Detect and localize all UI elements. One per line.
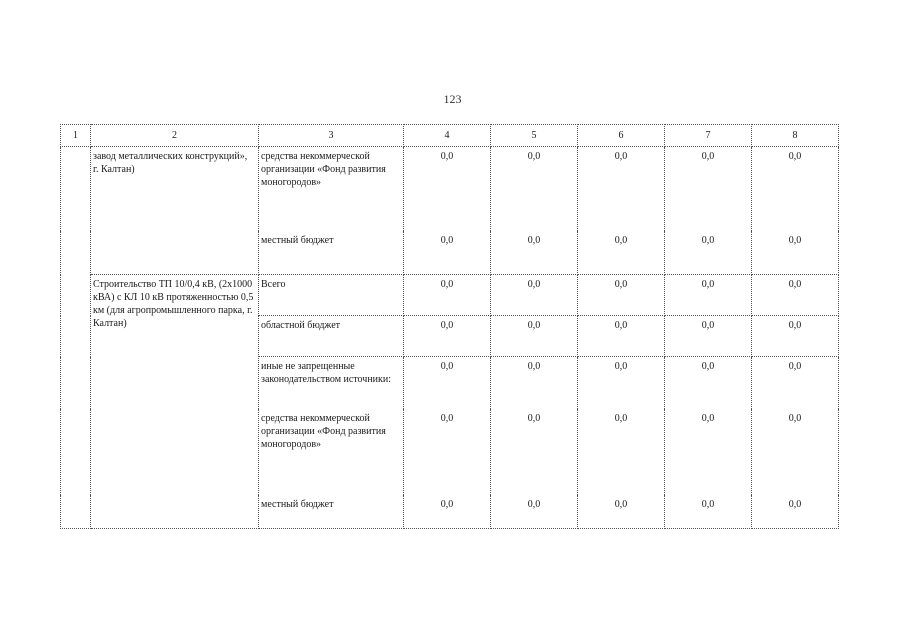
value-cell: 0,0 bbox=[404, 409, 491, 495]
value-cell: 0,0 bbox=[578, 231, 665, 275]
value-cell: 0,0 bbox=[578, 275, 665, 316]
value-cell: 0,0 bbox=[665, 316, 752, 357]
header-cell-5: 5 bbox=[491, 125, 578, 147]
value-cell: 0,0 bbox=[404, 275, 491, 316]
value-cell: 0,0 bbox=[578, 357, 665, 409]
funding-source: иные не запрещенные законодательством источники: bbox=[259, 357, 404, 409]
value-cell: 0,0 bbox=[491, 409, 578, 495]
value-cell: 0,0 bbox=[752, 357, 839, 409]
value-cell: 0,0 bbox=[665, 357, 752, 409]
object-name: завод металлических конструкций», г. Калтан) bbox=[93, 151, 248, 175]
header-cell-6: 6 bbox=[578, 125, 665, 147]
value-cell: 0,0 bbox=[752, 495, 839, 529]
header-cell-8: 8 bbox=[752, 125, 839, 147]
value-cell: 0,0 bbox=[491, 231, 578, 275]
funding-source: местный бюджет bbox=[259, 231, 404, 275]
header-row bbox=[61, 125, 839, 147]
header-cell-2: 2 bbox=[91, 125, 259, 147]
value-cell: 0,0 bbox=[491, 275, 578, 316]
funding-source: средства некоммерческой организации «Фонд развития моногородов» bbox=[259, 409, 404, 495]
value-cell: 0,0 bbox=[404, 231, 491, 275]
value-cell: 0,0 bbox=[578, 495, 665, 529]
header-cell-3: 3 bbox=[259, 125, 404, 147]
value-cell: 0,0 bbox=[752, 316, 839, 357]
value-cell: 0,0 bbox=[665, 231, 752, 275]
index-cell bbox=[61, 147, 91, 529]
value-cell: 0,0 bbox=[404, 495, 491, 529]
value-cell: 0,0 bbox=[665, 147, 752, 231]
value-cell: 0,0 bbox=[752, 275, 839, 316]
object-name-cell bbox=[91, 147, 259, 275]
value-cell: 0,0 bbox=[752, 147, 839, 231]
funding-source: местный бюджет bbox=[259, 495, 404, 529]
header-cell-1: 1 bbox=[61, 125, 91, 147]
header-cell-7: 7 bbox=[665, 125, 752, 147]
value-cell: 0,0 bbox=[404, 357, 491, 409]
value-cell: 0,0 bbox=[491, 316, 578, 357]
value-cell: 0,0 bbox=[665, 409, 752, 495]
header-cell-4: 4 bbox=[404, 125, 491, 147]
value-cell: 0,0 bbox=[404, 316, 491, 357]
value-cell: 0,0 bbox=[491, 495, 578, 529]
value-cell: 0,0 bbox=[752, 231, 839, 275]
object-name: Строительство ТП 10/0,4 кВ, (2х1000 кВА) с КЛ 10 кВ протяженностью 0,5 км (для агропромышленного парка, г. Калтан) bbox=[93, 279, 254, 329]
budget-table bbox=[60, 124, 839, 529]
value-cell: 0,0 bbox=[578, 316, 665, 357]
funding-source: средства некоммерческой организации «Фонд развития моногородов» bbox=[259, 147, 404, 231]
value-cell: 0,0 bbox=[491, 147, 578, 231]
value-cell: 0,0 bbox=[404, 147, 491, 231]
funding-source: областной бюджет bbox=[259, 316, 404, 357]
table-row bbox=[61, 275, 839, 316]
table-row bbox=[61, 147, 839, 231]
value-cell: 0,0 bbox=[752, 409, 839, 495]
value-cell: 0,0 bbox=[665, 495, 752, 529]
funding-source: Всего bbox=[259, 275, 404, 316]
value-cell: 0,0 bbox=[491, 357, 578, 409]
value-cell: 0,0 bbox=[578, 147, 665, 231]
value-cell: 0,0 bbox=[665, 275, 752, 316]
value-cell: 0,0 bbox=[578, 409, 665, 495]
page-number: 123 bbox=[443, 92, 462, 106]
object-name-cell bbox=[91, 275, 259, 529]
